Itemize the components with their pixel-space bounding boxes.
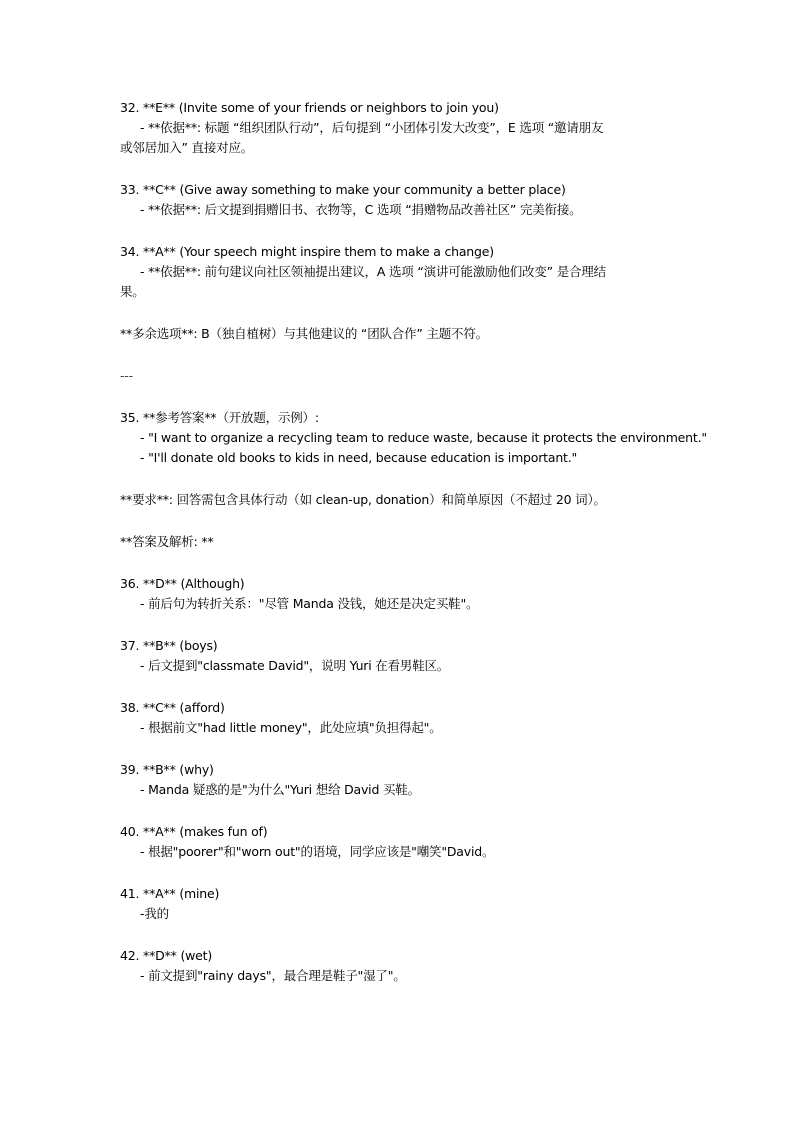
q39-note: - Manda 疑惑的是"为什么"Yuri 想给 David 买鞋。 (140, 782, 420, 797)
q32-basis-continued: 或邻居加入” 直接对应。 (120, 140, 254, 155)
q32-heading: 32. **E** (Invite some of your friends or neighbors to join you) (120, 100, 499, 115)
q37-note: - 后文提到"classmate David"，说明 Yuri 在看男鞋区。 (140, 658, 450, 673)
q36-note: - 前后句为转折关系："尽管 Manda 没钱，她还是决定买鞋"。 (140, 596, 479, 611)
q42-note: - 前文提到"rainy days"，最合理是鞋子"湿了"。 (140, 968, 406, 983)
q42-heading: 42. **D** (wet) (120, 948, 213, 963)
q36-heading: 36. **D** (Although) (120, 576, 245, 591)
q35-example-2: - "I'll donate old books to kids in need, because education is important." (140, 450, 578, 465)
q38-heading: 38. **C** (afford) (120, 700, 225, 715)
q37-heading: 37. **B** (boys) (120, 638, 218, 653)
answers-heading: **答案及解析: ** (120, 534, 214, 549)
q35-heading: 35. **参考答案**（开放题，示例）: (120, 410, 319, 425)
q40-heading: 40. **A** (makes fun of) (120, 824, 268, 839)
extra-option-note: **多余选项**: B（独自植树）与其他建议的 “团队合作” 主题不符。 (120, 326, 488, 341)
q40-note: - 根据"poorer"和"worn out"的语境，同学应该是"嘲笑"David。 (140, 844, 495, 859)
q39-heading: 39. **B** (why) (120, 762, 214, 777)
q33-basis: - **依据**: 后文提到捐赠旧书、衣物等，C 选项 “捐赠物品改善社区” 完美衔接。 (140, 202, 582, 217)
q33-heading: 33. **C** (Give away something to make your community a better place) (120, 182, 566, 197)
answer-content (120, 98, 707, 986)
section-separator: --- (120, 368, 133, 383)
q41-note: -我的 (140, 906, 169, 921)
q41-heading: 41. **A** (mine) (120, 886, 220, 901)
q34-basis: - **依据**: 前句建议向社区领袖提出建议，A 选项 “演讲可能激励他们改变” 是合理结 (140, 264, 606, 279)
q35-example-1: - "I want to organize a recycling team to reduce waste, because it protects the environment." (140, 430, 707, 445)
q34-basis-continued: 果。 (120, 284, 145, 299)
requirement-note: **要求**: 回答需包含具体行动（如 clean-up, donation）和简单原因（不超过 20 词）。 (120, 492, 606, 507)
q32-basis: - **依据**: 标题 “组织团队行动”，后句提到 “小团体引发大改变”，E 选项 “邀请朋友 (140, 120, 604, 135)
q38-note: - 根据前文"had little money"，此处应填"负担得起"。 (140, 720, 442, 735)
q34-heading: 34. **A** (Your speech might inspire them to make a change) (120, 244, 494, 259)
